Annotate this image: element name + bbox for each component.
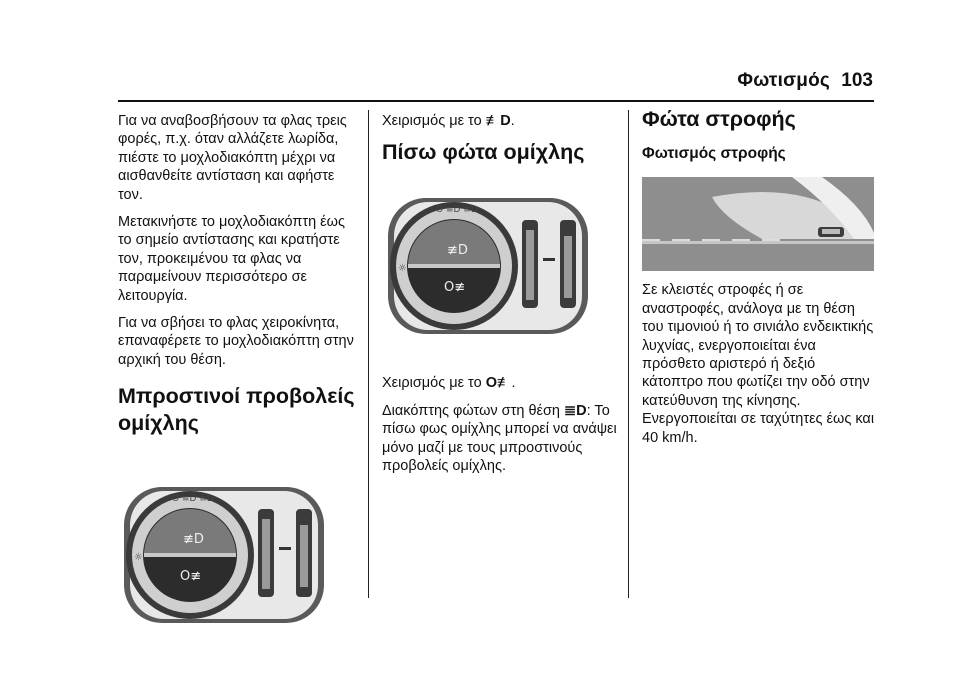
svg-text:O ≡D ≡D: O ≡D ≡D xyxy=(436,205,478,216)
rear-fog-lamp-icon: O≢ xyxy=(485,375,512,392)
section-heading: Φώτα στροφής xyxy=(642,107,796,131)
svg-text:☼: ☼ xyxy=(134,552,143,564)
column-2 xyxy=(382,112,622,484)
paragraph: Μετακινήστε το μοχλοδιακόπτη έως το σημείο αντίστασης και κρατήστε τον, προκειμένου τα φλας να παραμείνουν περισσότερο σε λειτουργία. xyxy=(118,214,345,304)
subsection-heading: Φωτισμός στροφής xyxy=(642,145,786,162)
svg-text:O ≡D ≡D: O ≡D ≡D xyxy=(172,494,214,505)
section-title: Φωτισμός xyxy=(737,70,830,91)
page-number: 103 xyxy=(841,70,873,91)
cornering-light-illustration xyxy=(642,177,874,271)
paragraph: Για να σβήσει το φλας χειροκίνητα, επαναφέρετε το μοχλοδιακόπτη στην αρχική του θέση. xyxy=(118,315,354,368)
header-rule xyxy=(118,100,874,102)
light-switch-illustration xyxy=(384,196,590,336)
column-1 xyxy=(118,112,358,625)
column-3 xyxy=(642,107,878,456)
svg-text:O≢: O≢ xyxy=(444,280,466,296)
svg-text:≢D: ≢D xyxy=(183,532,204,548)
svg-text:≢D: ≢D xyxy=(447,243,468,259)
paragraph: Διακόπτης φώτων στη θέση ≣D: Το πίσω φως ομίχλης μπορεί να ανάψει μόνο μαζί με τους μπροστινούς προβολείς ομίχλης. xyxy=(382,402,617,475)
paragraph: Χειρισμός με το O≢. xyxy=(382,375,516,392)
front-fog-lamp-icon: ≢D xyxy=(485,113,511,129)
section-heading: Μπροστινοί προβολείς ομίχλης xyxy=(118,384,355,436)
paragraph: Σε κλειστές στροφές ή σε αναστροφές, ανάλογα με τη θέση του τιμονιού ή το σινιάλο ενδεικτικής λυχνίας, ενεργοποιείται ένα πρόσθετο αριστερό ή δεξιό κάτοπτρο που φωτίζει την οδό στην κατεύθυνση της κίνησης. Ενεργοποιείται σε ταχύτητες έως και 40 km/h. xyxy=(642,282,875,446)
column-divider xyxy=(368,110,369,598)
light-switch-illustration xyxy=(120,485,326,625)
section-heading: Πίσω φώτα ομίχλης xyxy=(382,140,585,165)
paragraph: Χειρισμός με το ≢D. xyxy=(382,113,515,129)
svg-text:O≢: O≢ xyxy=(180,569,202,585)
low-beam-icon: ≣D xyxy=(564,402,587,419)
page-header xyxy=(0,70,960,94)
column-divider xyxy=(628,110,629,598)
paragraph: Για να αναβοσβήσουν τα φλας τρεις φορές, π.χ. όταν αλλάζετε λωρίδα, πιέστε το μοχλοδιακόπτη μέχρι να αισθανθείτε αντίσταση και αφήστε τον. xyxy=(118,113,347,203)
svg-text:☼: ☼ xyxy=(398,263,407,275)
